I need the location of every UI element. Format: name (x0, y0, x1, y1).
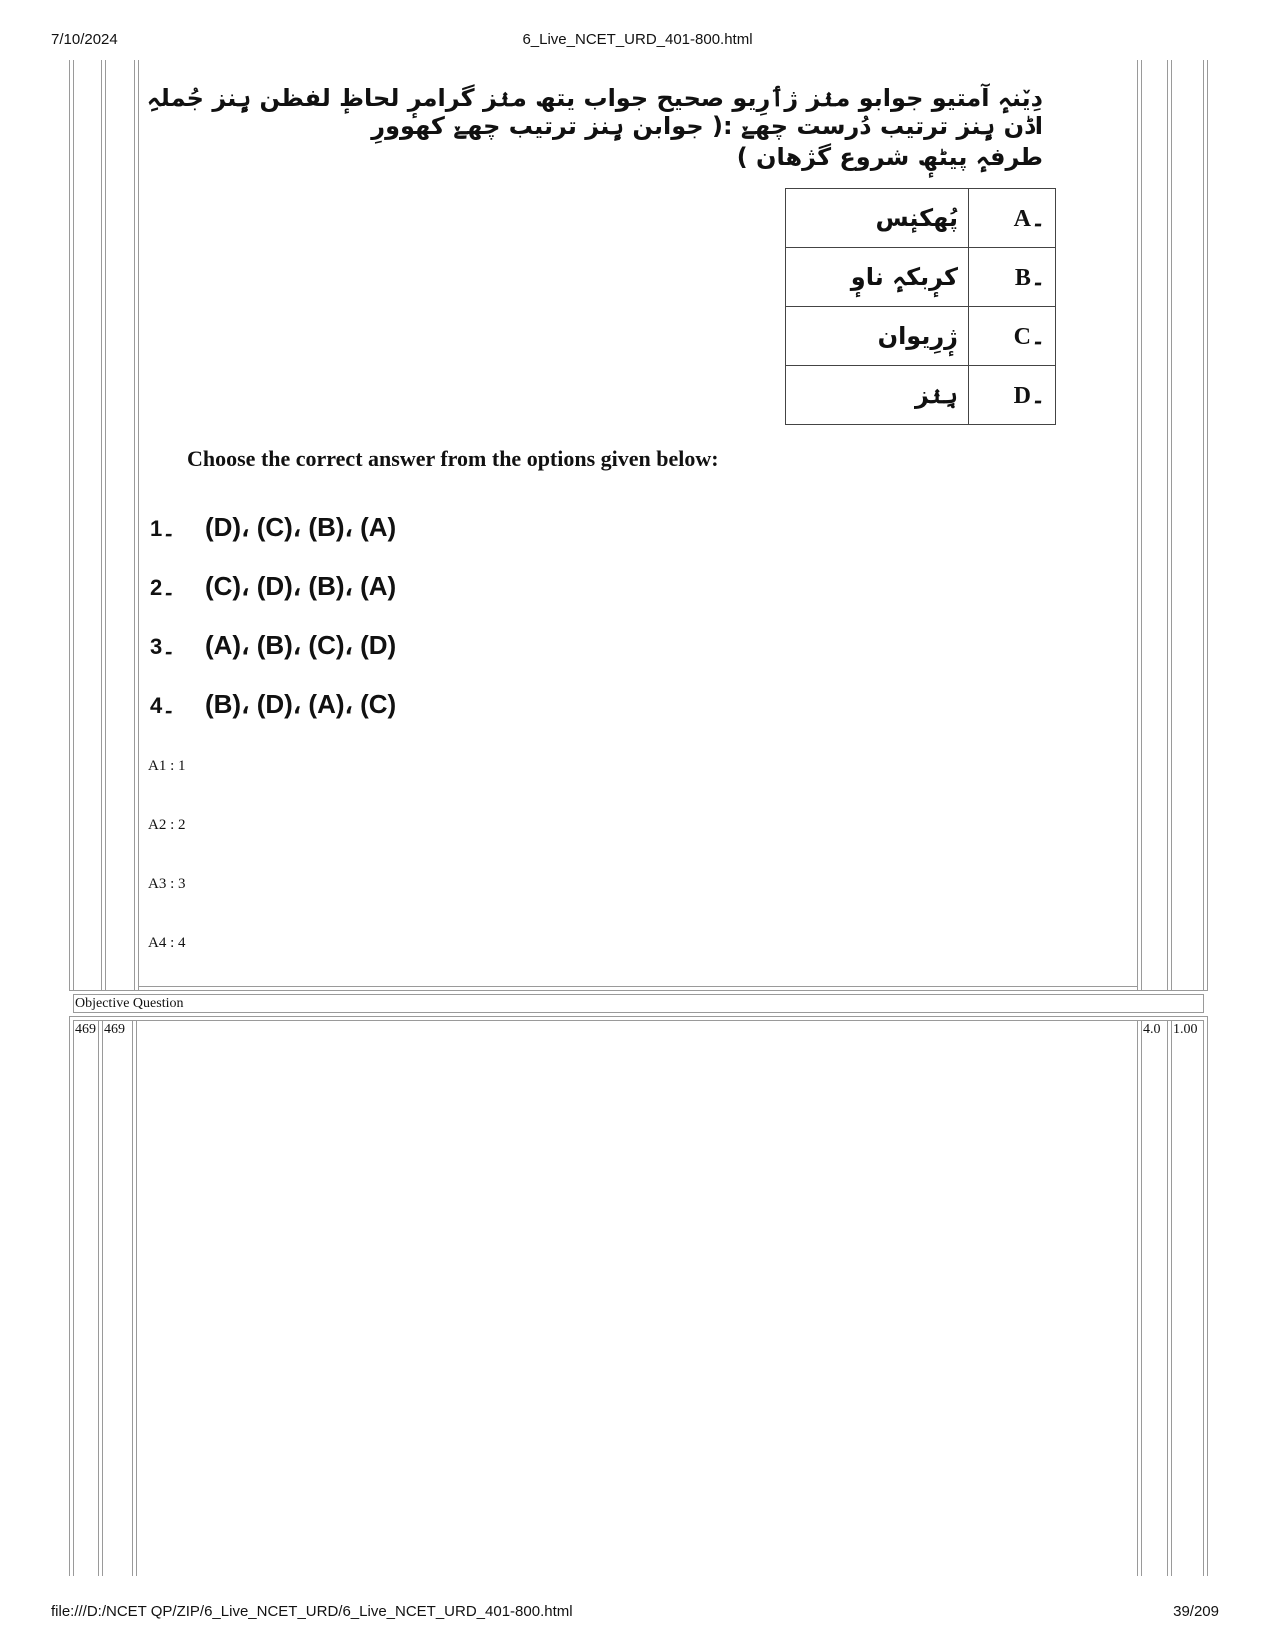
match-row (786, 366, 1056, 425)
option-number: 4۔ (150, 693, 176, 718)
row-serial: 469 (75, 1022, 96, 1037)
print-title: 6_Live_NCET_URD_401-800.html (522, 31, 753, 48)
match-row (786, 248, 1056, 307)
section-label: Objective Question (75, 996, 184, 1011)
row-question-id: 469 (104, 1022, 125, 1037)
question-prompt-line2: طرفہٕ پیٹھٕ شروع گژھان ) (736, 143, 1043, 171)
option-text: (B)، (D)، (A)، (C) (205, 689, 397, 719)
match-value: ژٕرِیوان (786, 307, 969, 366)
match-value: ہِنٛز (786, 366, 969, 425)
option-text: (C)، (D)، (B)، (A) (205, 571, 397, 601)
option-1 (150, 512, 396, 543)
row-marks: 4.0 (1143, 1022, 1161, 1037)
question-instruction: Choose the correct answer from the options given below: (187, 446, 719, 471)
row-negative-marks: 1.00 (1173, 1022, 1198, 1037)
page-number: 39/209 (1173, 1603, 1219, 1620)
match-value: کرٕبکہٕ ناوٕ (786, 248, 969, 307)
match-row (786, 189, 1056, 248)
print-date: 7/10/2024 (51, 31, 118, 48)
question-prompt-line1: دِیٚنہٕ آمتیو جوابو منٛز ژٲرِیو صحیح جواب یتھ منٛز گرامرٕ لحاظٕ لفظن ہٕنز جُملہِ اڈن ہٕنز ترتیب دُرست چھےٚ :( جوابن ہٕنز ترتیب چھےٚ کھوورِ (146, 84, 1043, 140)
option-number: 3۔ (150, 634, 176, 659)
print-url: file:///D:/NCET QP/ZIP/6_Live_NCET_URD/6_Live_NCET_URD_401-800.html (51, 1603, 573, 1620)
match-table (785, 188, 1056, 425)
option-number: 2۔ (150, 575, 176, 600)
match-value: پُھکنٕس (786, 189, 969, 248)
option-text: (D)، (C)، (B)، (A) (205, 512, 397, 542)
option-2 (150, 571, 396, 602)
match-key: C۔ (969, 307, 1056, 366)
option-text: (A)، (B)، (C)، (D) (205, 630, 397, 660)
answer-key: A2 : 2 (148, 817, 186, 833)
match-key: D۔ (969, 366, 1056, 425)
option-4 (150, 689, 396, 720)
answer-key: A3 : 3 (148, 876, 186, 892)
match-key: A۔ (969, 189, 1056, 248)
option-number: 1۔ (150, 516, 176, 541)
match-row (786, 307, 1056, 366)
answer-key: A4 : 4 (148, 935, 186, 951)
answer-key: A1 : 1 (148, 758, 186, 774)
match-key: B۔ (969, 248, 1056, 307)
option-3 (150, 630, 396, 661)
